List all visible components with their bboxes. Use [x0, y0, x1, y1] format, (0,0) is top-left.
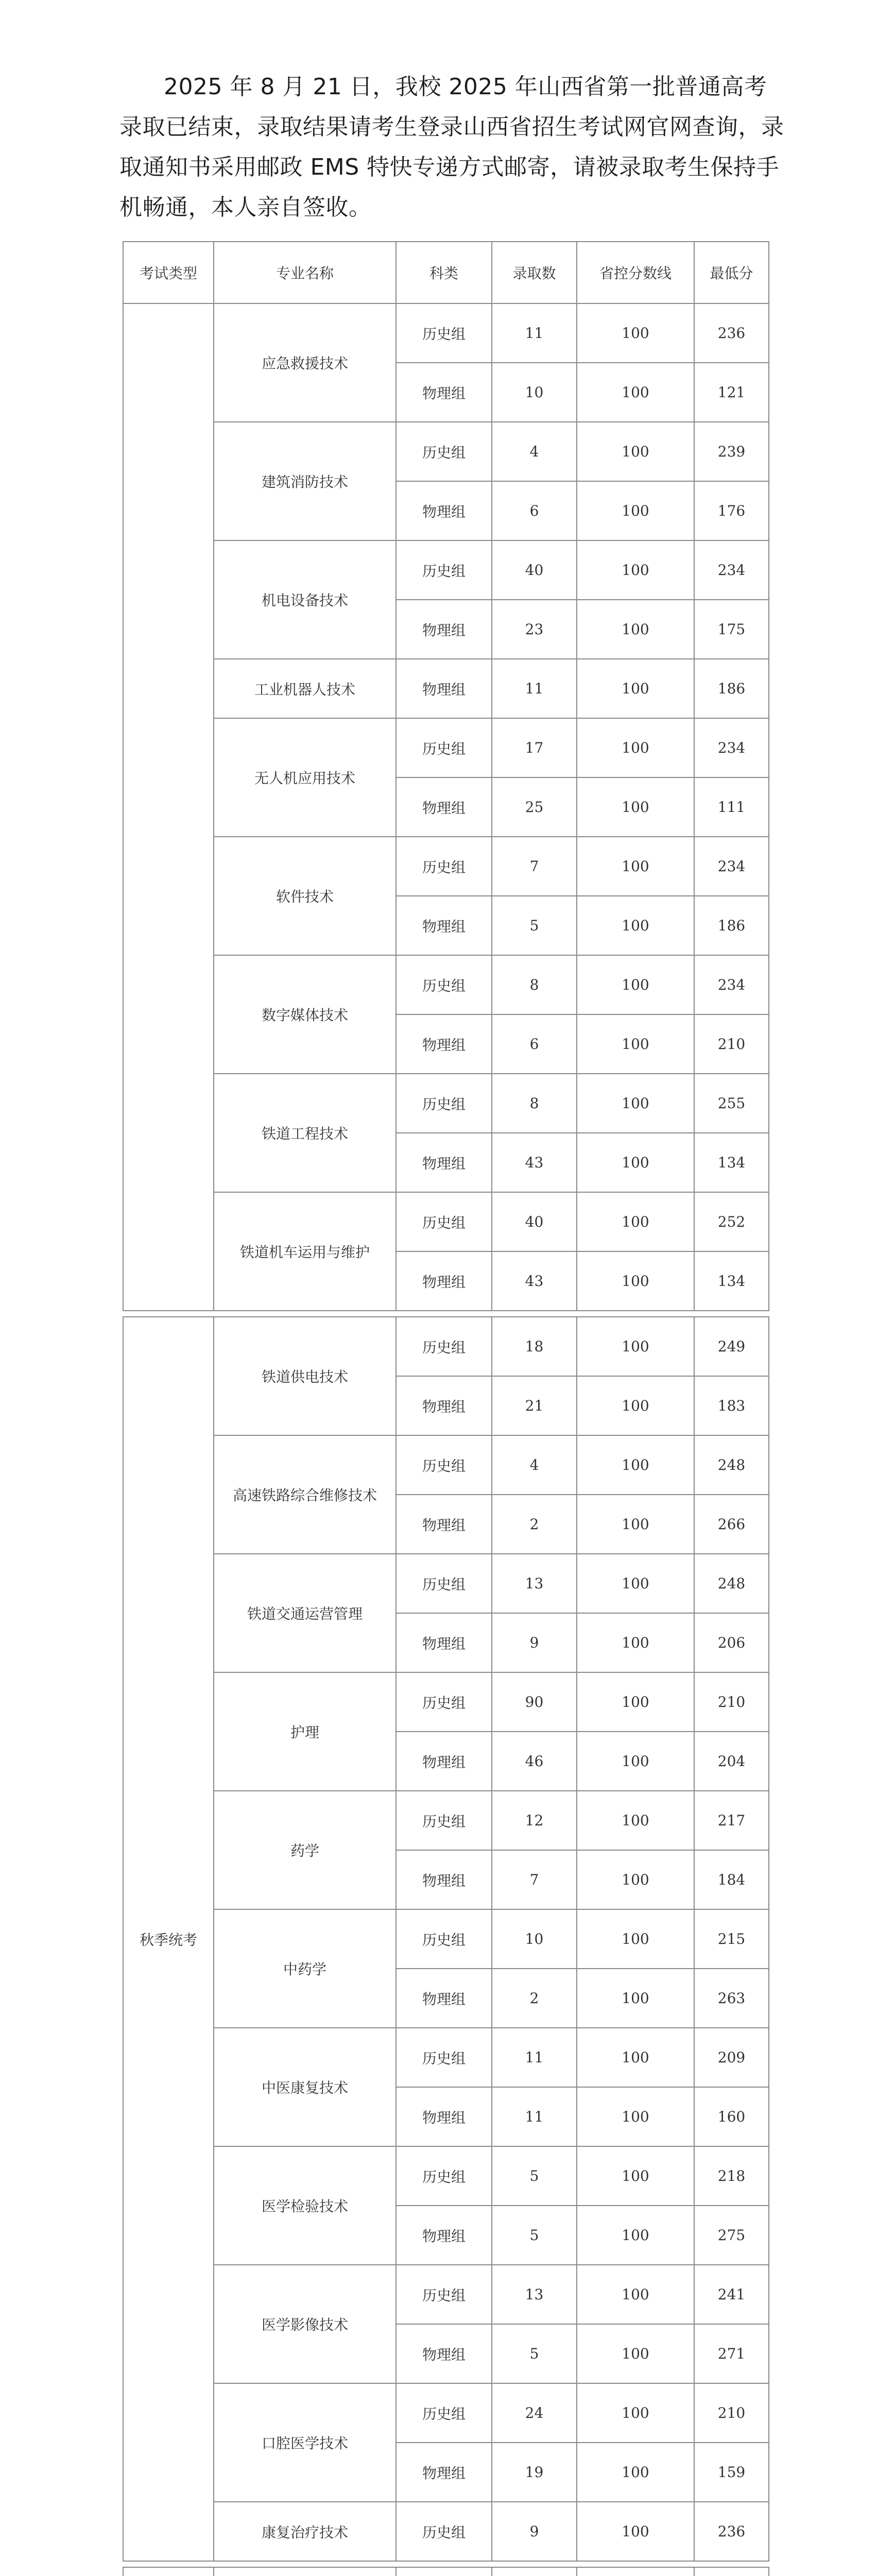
control-line-cell: 100: [577, 2443, 694, 2502]
control-line-cell: 100: [577, 2265, 694, 2324]
table-row: [123, 303, 769, 363]
subject-cell: 物理组: [396, 363, 492, 422]
subject-cell: [396, 2567, 492, 2576]
admit-count-cell: 13: [492, 1554, 577, 1613]
major-name-cell: 铁道工程技术: [214, 1074, 396, 1192]
control-line-cell: 100: [577, 1251, 694, 1311]
major-name-cell: 软件技术: [214, 837, 396, 955]
subject-cell: 物理组: [396, 896, 492, 955]
control-line-cell: 100: [577, 2087, 694, 2146]
min-score-cell: 217: [694, 1791, 769, 1850]
control-line-cell: 100: [577, 2028, 694, 2087]
min-score-cell: 241: [694, 2265, 769, 2324]
major-name-cell: 铁道机车运用与维护: [214, 1192, 396, 1311]
min-score-cell: 266: [694, 1495, 769, 1554]
admit-count-cell: 6: [492, 481, 577, 540]
table-row: [123, 540, 769, 600]
subject-cell: 历史组: [396, 1435, 492, 1495]
admit-count-cell: 40: [492, 540, 577, 600]
admit-count-cell: 25: [492, 777, 577, 837]
major-name-cell: 中药学: [214, 1909, 396, 2028]
admit-count-cell: 24: [492, 2383, 577, 2443]
admit-count-cell: 5: [492, 2206, 577, 2265]
subject-cell: 历史组: [396, 2383, 492, 2443]
min-score-cell: 134: [694, 1133, 769, 1192]
control-line-cell: 100: [577, 1317, 694, 1376]
subject-cell: 历史组: [396, 303, 492, 363]
subject-cell: 物理组: [396, 1014, 492, 1074]
control-line-cell: 100: [577, 1435, 694, 1495]
control-line-cell: 100: [577, 2324, 694, 2383]
table-row: [123, 955, 769, 1014]
control-line-cell: 100: [577, 659, 694, 718]
control-line-cell: 100: [577, 2206, 694, 2265]
major-name-cell: 铁道交通运营管理: [214, 1554, 396, 1672]
min-score-cell: 209: [694, 2028, 769, 2087]
admission-notice: 2025 年 8 月 21 日，我校 2025 年山西省第一批普通高考录取已结束，录取结果请考生登录山西省招生考试网官网查询，录取通知书采用邮政 EMS 特快专递方式邮寄，请被录取考生保持手机畅通，本人亲自签收。: [119, 74, 784, 221]
subject-cell: 历史组: [396, 955, 492, 1014]
table-row: [123, 837, 769, 896]
table-row: [123, 659, 769, 718]
admit-count-cell: 11: [492, 303, 577, 363]
min-score-cell: 204: [694, 1732, 769, 1791]
min-score-cell: 134: [694, 1251, 769, 1311]
admit-count-cell: 2: [492, 1969, 577, 2028]
min-score-cell: 234: [694, 955, 769, 1014]
control-line-cell: 100: [577, 540, 694, 600]
admit-count-cell: 9: [492, 1613, 577, 1672]
exam-type-cell: 秋季统考: [123, 1317, 214, 2561]
major-name-cell: 机电设备技术: [214, 540, 396, 659]
min-score-cell: 121: [694, 363, 769, 422]
subject-cell: 历史组: [396, 1192, 492, 1251]
control-line-cell: 100: [577, 1791, 694, 1850]
control-line-cell: 100: [577, 1014, 694, 1074]
subject-cell: 历史组: [396, 718, 492, 777]
table-body: [123, 303, 769, 1311]
control-line-cell: 100: [577, 2383, 694, 2443]
major-name-cell: 建筑消防技术: [214, 422, 396, 540]
min-score-cell: 234: [694, 540, 769, 600]
min-score-cell: 176: [694, 481, 769, 540]
control-line-cell: 100: [577, 600, 694, 659]
admit-count-cell: [492, 2567, 577, 2576]
subject-cell: 物理组: [396, 1495, 492, 1554]
admit-count-cell: 9: [492, 2502, 577, 2561]
admit-count-cell: 13: [492, 2265, 577, 2324]
subject-cell: 历史组: [396, 1791, 492, 1850]
admit-count-cell: 40: [492, 1192, 577, 1251]
subject-cell: 物理组: [396, 1376, 492, 1435]
admit-count-cell: 21: [492, 1376, 577, 1435]
admit-count-cell: 43: [492, 1133, 577, 1192]
table-row: [123, 2502, 769, 2561]
admit-count-cell: 8: [492, 955, 577, 1014]
subject-cell: 物理组: [396, 2206, 492, 2265]
major-name-cell: 无人机应用技术: [214, 718, 396, 837]
control-line-cell: 100: [577, 1133, 694, 1192]
control-line-cell: 100: [577, 1909, 694, 1969]
control-line-cell: 100: [577, 1613, 694, 1672]
major-name-cell: 医学影像技术: [214, 2265, 396, 2383]
min-score-cell: 183: [694, 1376, 769, 1435]
header-min-score: 最低分: [694, 242, 769, 303]
min-score-cell: 271: [694, 2324, 769, 2383]
min-score-cell: 111: [694, 777, 769, 837]
min-score-cell: 186: [694, 896, 769, 955]
admit-count-cell: 5: [492, 2146, 577, 2206]
control-line-cell: 100: [577, 1850, 694, 1909]
subject-cell: 物理组: [396, 1850, 492, 1909]
subject-cell: 物理组: [396, 600, 492, 659]
subject-cell: 历史组: [396, 1672, 492, 1732]
table-row: [123, 2028, 769, 2087]
header-exam-type: 考试类型: [123, 242, 214, 303]
header-count: 录取数: [492, 242, 577, 303]
admission-results: [123, 241, 768, 2576]
min-score-cell: 210: [694, 1014, 769, 1074]
table-row: [123, 2567, 769, 2576]
table-body: [123, 1317, 769, 2561]
admit-count-cell: 19: [492, 2443, 577, 2502]
table-row: [123, 422, 769, 481]
min-score-cell: 248: [694, 1554, 769, 1613]
min-score-cell: 215: [694, 1909, 769, 1969]
min-score-cell: 248: [694, 1435, 769, 1495]
header-row: [123, 242, 769, 303]
control-line-cell: 100: [577, 481, 694, 540]
min-score-cell: 236: [694, 2502, 769, 2561]
min-score-cell: 160: [694, 2087, 769, 2146]
min-score-cell: 210: [694, 1672, 769, 1732]
min-score-cell: 263: [694, 1969, 769, 2028]
subject-cell: 历史组: [396, 2502, 492, 2561]
control-line-cell: 100: [577, 777, 694, 837]
major-name-cell: 康复治疗技术: [214, 2502, 396, 2561]
major-name-cell: 数字媒体技术: [214, 955, 396, 1074]
control-line-cell: 100: [577, 1495, 694, 1554]
min-score-cell: 255: [694, 1074, 769, 1133]
control-line-cell: 100: [577, 1672, 694, 1732]
admit-count-cell: 90: [492, 1672, 577, 1732]
control-line-cell: 100: [577, 1376, 694, 1435]
major-name-cell: 高速铁路综合维修技术: [214, 1435, 396, 1554]
subject-cell: 物理组: [396, 1133, 492, 1192]
min-score-cell: 239: [694, 422, 769, 481]
admit-count-cell: 5: [492, 896, 577, 955]
admit-count-cell: 10: [492, 1909, 577, 1969]
major-name-cell: [214, 2567, 396, 2576]
subject-cell: 历史组: [396, 422, 492, 481]
exam-type-cell: [123, 2567, 214, 2576]
admit-count-cell: 7: [492, 1850, 577, 1909]
admit-count-cell: 4: [492, 422, 577, 481]
min-score-cell: 206: [694, 1613, 769, 1672]
control-line-cell: 100: [577, 1192, 694, 1251]
table-row: [123, 718, 769, 777]
min-score-cell: 249: [694, 1317, 769, 1376]
min-score-cell: 275: [694, 2206, 769, 2265]
admit-count-cell: 18: [492, 1317, 577, 1376]
min-score-cell: 159: [694, 2443, 769, 2502]
table-row: [123, 1435, 769, 1495]
subject-cell: 历史组: [396, 2146, 492, 2206]
min-score-cell: 234: [694, 718, 769, 777]
table-row: [123, 1909, 769, 1969]
subject-cell: 物理组: [396, 1732, 492, 1791]
subject-cell: 物理组: [396, 2324, 492, 2383]
admit-count-cell: 43: [492, 1251, 577, 1311]
table-row: [123, 2265, 769, 2324]
major-name-cell: 工业机器人技术: [214, 659, 396, 718]
major-name-cell: 铁道供电技术: [214, 1317, 396, 1435]
subject-cell: 物理组: [396, 1613, 492, 1672]
control-line-cell: 100: [577, 1969, 694, 2028]
subject-cell: 物理组: [396, 481, 492, 540]
subject-cell: 历史组: [396, 2265, 492, 2324]
admit-count-cell: 17: [492, 718, 577, 777]
control-line-cell: [577, 2567, 694, 2576]
subject-cell: 物理组: [396, 659, 492, 718]
subject-cell: 物理组: [396, 1969, 492, 2028]
control-line-cell: 100: [577, 363, 694, 422]
subject-cell: 物理组: [396, 1251, 492, 1311]
min-score-cell: 210: [694, 2383, 769, 2443]
admit-count-cell: 2: [492, 1495, 577, 1554]
table-row: [123, 1672, 769, 1732]
admit-count-cell: 10: [492, 363, 577, 422]
min-score-cell: 236: [694, 303, 769, 363]
admit-count-cell: 6: [492, 1014, 577, 1074]
min-score-cell: 252: [694, 1192, 769, 1251]
admit-count-cell: 11: [492, 659, 577, 718]
control-line-cell: 100: [577, 1732, 694, 1791]
admit-count-cell: 23: [492, 600, 577, 659]
header-control-line: 省控分数线: [577, 242, 694, 303]
table-row: [123, 1554, 769, 1613]
control-line-cell: 100: [577, 2146, 694, 2206]
admit-count-cell: 8: [492, 1074, 577, 1133]
admit-count-cell: 5: [492, 2324, 577, 2383]
table-row: [123, 2146, 769, 2206]
table-row: [123, 1192, 769, 1251]
major-name-cell: 医学检验技术: [214, 2146, 396, 2265]
subject-cell: 历史组: [396, 1554, 492, 1613]
admit-count-cell: 11: [492, 2028, 577, 2087]
subject-cell: 历史组: [396, 1317, 492, 1376]
subject-cell: 历史组: [396, 540, 492, 600]
control-line-cell: 100: [577, 303, 694, 363]
table-row: [123, 1791, 769, 1850]
admit-count-cell: 12: [492, 1791, 577, 1850]
major-name-cell: 口腔医学技术: [214, 2383, 396, 2502]
min-score-cell: 234: [694, 837, 769, 896]
admit-count-cell: 11: [492, 2087, 577, 2146]
min-score-cell: 186: [694, 659, 769, 718]
control-line-cell: 100: [577, 955, 694, 1014]
major-name-cell: 中医康复技术: [214, 2028, 396, 2146]
header-major: 专业名称: [214, 242, 396, 303]
min-score-cell: [694, 2567, 769, 2576]
min-score-cell: 218: [694, 2146, 769, 2206]
subject-cell: 历史组: [396, 2028, 492, 2087]
major-name-cell: 药学: [214, 1791, 396, 1909]
admission-table-part-3: [123, 2567, 769, 2576]
control-line-cell: 100: [577, 718, 694, 777]
major-name-cell: 护理: [214, 1672, 396, 1791]
admit-count-cell: 7: [492, 837, 577, 896]
control-line-cell: 100: [577, 837, 694, 896]
admit-count-cell: 4: [492, 1435, 577, 1495]
admission-table-part-2: [123, 1316, 769, 2562]
control-line-cell: 100: [577, 422, 694, 481]
subject-cell: 历史组: [396, 1909, 492, 1969]
subject-cell: 历史组: [396, 1074, 492, 1133]
major-name-cell: 应急救援技术: [214, 303, 396, 422]
table-row: [123, 2383, 769, 2443]
admit-count-cell: 46: [492, 1732, 577, 1791]
subject-cell: 物理组: [396, 777, 492, 837]
admission-table-part-1: [123, 241, 769, 1311]
header-subject: 科类: [396, 242, 492, 303]
control-line-cell: 100: [577, 1554, 694, 1613]
min-score-cell: 175: [694, 600, 769, 659]
exam-type-cell: [123, 303, 214, 1311]
table-body: [123, 2567, 769, 2576]
control-line-cell: 100: [577, 1074, 694, 1133]
subject-cell: 历史组: [396, 837, 492, 896]
table-row: [123, 1317, 769, 1376]
min-score-cell: 184: [694, 1850, 769, 1909]
control-line-cell: 100: [577, 896, 694, 955]
subject-cell: 物理组: [396, 2443, 492, 2502]
subject-cell: 物理组: [396, 2087, 492, 2146]
table-row: [123, 1074, 769, 1133]
control-line-cell: 100: [577, 2502, 694, 2561]
